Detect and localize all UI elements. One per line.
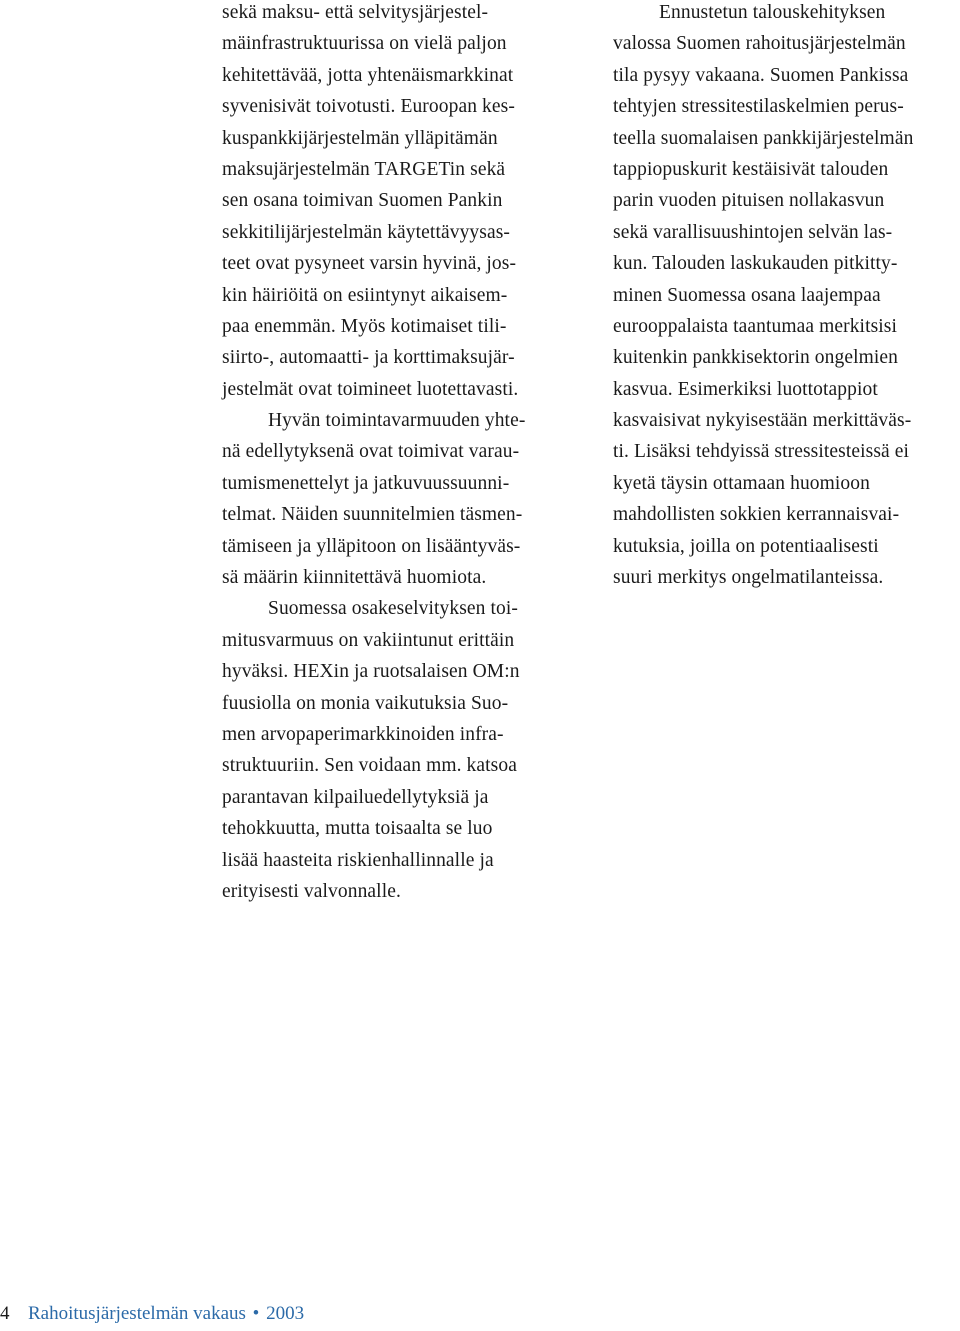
text-line: sä määrin kiinnitettävä huomiota. xyxy=(222,567,487,589)
text-line: sekä varallisuushintojen selvän las- xyxy=(613,221,893,243)
text-line: tämiseen ja ylläpitoon on lisääntyväs- xyxy=(222,535,521,557)
page-number: 4 xyxy=(0,1303,10,1324)
text-line: kin häiriöitä on esiintynyt aikaisem- xyxy=(222,284,508,306)
text-line: mäinfrastruktuurissa on vielä paljon xyxy=(222,33,507,55)
text-line: suuri merkitys ongelmatilanteissa. xyxy=(613,567,884,589)
text-line: tehtyjen stressitestilaskelmien perus- xyxy=(613,96,904,118)
text-line: nä edellytyksenä ovat toimivat varau- xyxy=(222,441,520,463)
text-line: kuspankkijärjestelmän ylläpitämän xyxy=(222,127,498,149)
text-line: sekkitilijärjestelmän käytettävyysas- xyxy=(222,221,510,243)
text-line: tumismenettelyt ja jatkuvuussuunni- xyxy=(222,472,510,494)
right-column xyxy=(613,0,960,593)
text-line: hyväksi. HEXin ja ruotsalaisen OM:n xyxy=(222,661,520,683)
text-line: teella suomalaisen pankkijärjestelmän xyxy=(613,127,914,149)
left-column xyxy=(222,0,582,907)
text-line: teet ovat pysyneet varsin hyvinä, jos- xyxy=(222,253,517,275)
text-line: mahdollisten sokkien kerrannaisvai- xyxy=(613,504,900,526)
text-line: minen Suomessa osana laajempaa xyxy=(613,284,881,306)
text-line: ti. Lisäksi tehdyissä stressitesteissä ei xyxy=(613,441,910,463)
text-line: struktuuriin. Sen voidaan mm. katsoa xyxy=(222,755,517,777)
text-line: kutuksia, joilla on potentiaalisesti xyxy=(613,535,879,557)
text-line: mitusvarmuus on vakiintunut erittäin xyxy=(222,629,515,651)
text-line: kehitettävää, jotta yhtenäismarkkinat xyxy=(222,64,514,86)
text-line: men arvopaperimarkkinoiden infra- xyxy=(222,723,504,745)
text-line: tappiopuskurit kestäisivät talouden xyxy=(613,158,889,180)
paragraph-start-line: Hyvän toimintavarmuuden yhte- xyxy=(268,410,526,432)
page-footer xyxy=(0,1300,304,1328)
text-line: valossa Suomen rahoitusjärjestelmän xyxy=(613,33,906,55)
text-line: telmat. Näiden suunnitelmien täsmen- xyxy=(222,504,523,526)
text-line: kun. Talouden laskukauden pitkitty- xyxy=(613,253,898,275)
paragraph-start-line: Suomessa osakeselvityksen toi- xyxy=(268,598,518,620)
text-line: jestelmät ovat toimineet luotettavasti. xyxy=(222,378,519,400)
text-line: erityisesti valvonnalle. xyxy=(222,880,401,902)
paragraph-start-line: Ennustetun talouskehityksen xyxy=(659,2,886,23)
text-line: tehokkuutta, mutta toisaalta se luo xyxy=(222,818,493,840)
text-line: eurooppalaista taantumaa merkitsisi xyxy=(613,315,897,337)
text-line: kasvua. Esimerkiksi luottotappiot xyxy=(613,378,878,400)
text-line: sen osana toimivan Suomen Pankin xyxy=(222,190,503,212)
publication-title: Rahoitusjärjestelmän vakaus xyxy=(28,1303,246,1324)
text-line: kyetä täysin ottamaan huomioon xyxy=(613,472,870,494)
text-line: lisää haasteita riskienhallinnalle ja xyxy=(222,849,494,871)
text-line: sekä maksu- että selvitysjärjestel- xyxy=(222,2,489,23)
text-line: paa enemmän. Myös kotimaiset tili- xyxy=(222,315,507,337)
text-line: syvenisivät toivotusti. Euroopan kes- xyxy=(222,96,515,118)
text-line: tila pysyy vakaana. Suomen Pankissa xyxy=(613,64,909,86)
text-line: kasvaisivat nykyisestään merkittäväs- xyxy=(613,410,912,432)
text-line: parantavan kilpailuedellytyksiä ja xyxy=(222,786,489,808)
text-line: parin vuoden pituisen nollakasvun xyxy=(613,190,885,212)
text-line: siirto-, automaatti- ja korttimaksujär- xyxy=(222,347,515,369)
footer-separator: • xyxy=(252,1303,260,1324)
text-line: maksujärjestelmän TARGETin sekä xyxy=(222,158,506,180)
text-line: fuusiolla on monia vaikutuksia Suo- xyxy=(222,692,509,714)
text-line: kuitenkin pankkisektorin ongelmien xyxy=(613,347,899,369)
publication-year: 2003 xyxy=(266,1303,305,1324)
